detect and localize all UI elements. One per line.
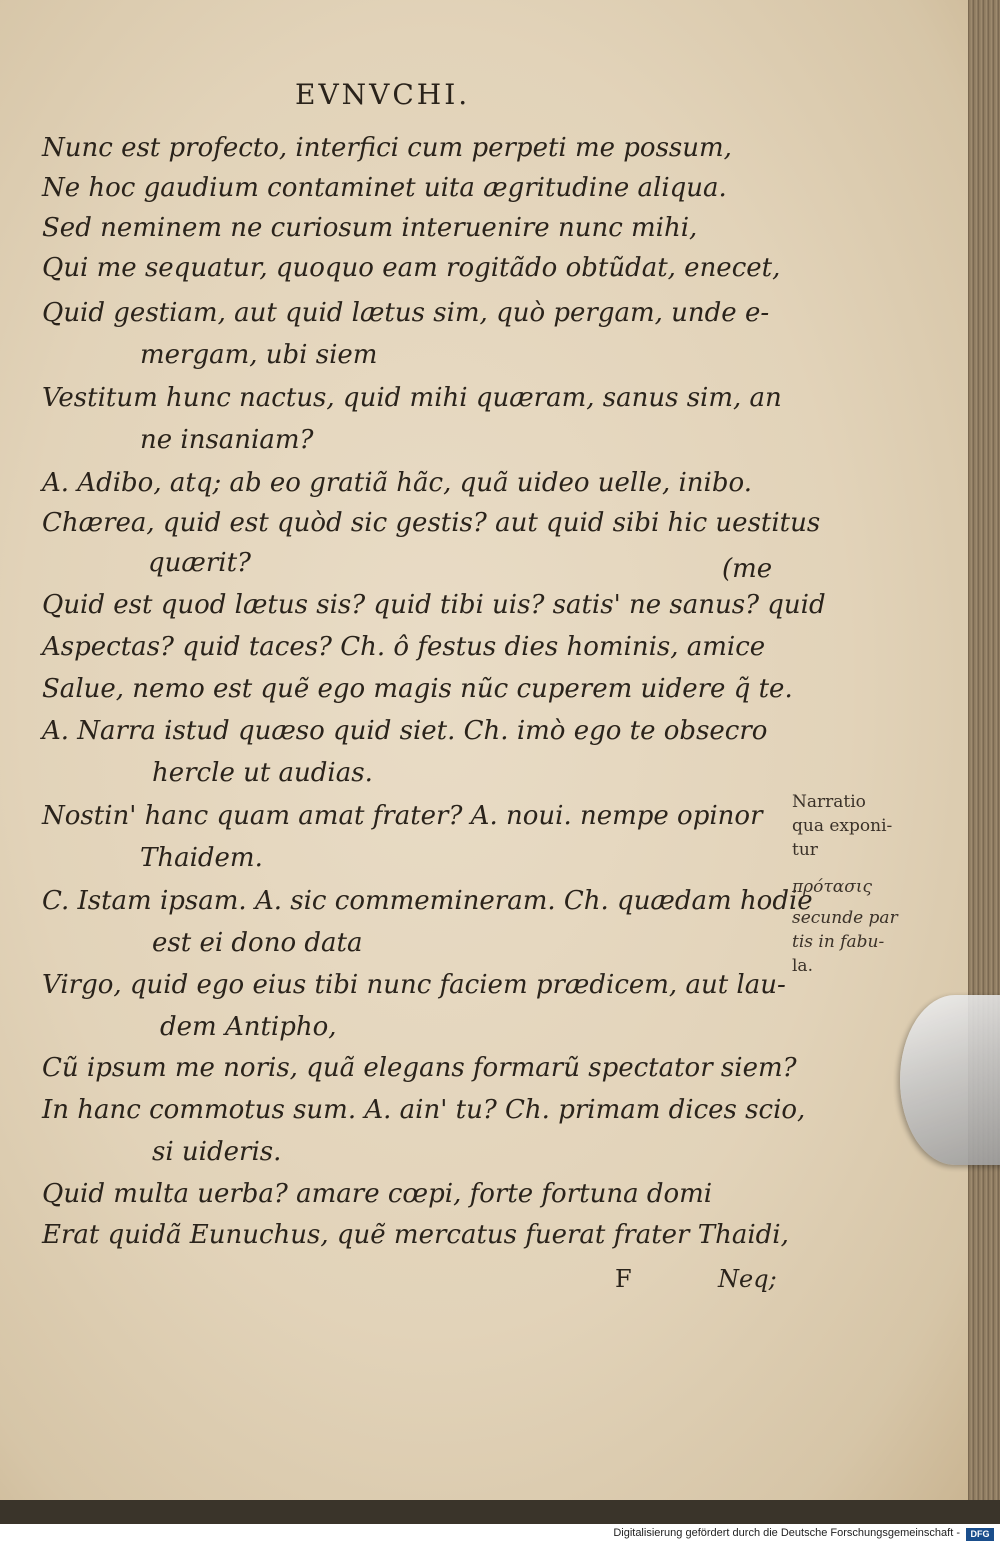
dfg-logo-icon: DFG [966, 1528, 994, 1541]
text-line: Quid gestiam, aut quid lætus sim, quò pergam, unde e- [42, 298, 770, 328]
margin-note-line: tur [792, 840, 818, 860]
text-line: Sed neminem ne curiosum interuenire nunc mihi, [42, 213, 698, 243]
text-line: Vestitum hunc nactus, quid mihi quæram, sanus sim, an [42, 383, 782, 413]
footer-credit: Digitalisierung gefördert durch die Deutsche Forschungsgemeinschaft - [613, 1527, 960, 1539]
text-line: Erat quidã Eunuchus, quẽ mercatus fuerat frater Thaidi, [42, 1220, 789, 1250]
book-bottom-edge [0, 1500, 1000, 1524]
text-line: hercle ut audias. [152, 758, 373, 788]
margin-note-line: secunde par [792, 908, 898, 928]
margin-note-line: Narratio [792, 792, 866, 812]
margin-note-line: qua exponi- [792, 816, 893, 836]
text-line: Nunc est profecto, interfici cum perpeti me possum, [42, 133, 732, 163]
margin-note-line: la. [792, 956, 813, 976]
catchword: Neq; [718, 1265, 777, 1293]
text-line-turnover: (me [722, 554, 773, 584]
text-line: Qui me sequatur, quoquo eam rogitãdo obtũdat, enecet, [42, 253, 781, 283]
text-line: ne insaniam? [140, 425, 314, 455]
text-line: Aspectas? quid taces? Ch. ô festus dies hominis, amice [42, 632, 766, 662]
footer-bar [0, 1524, 1000, 1546]
text-line: In hanc commotus sum. A. ain' tu? Ch. primam dices scio, [42, 1095, 806, 1125]
margin-note-line: tis in fabu- [792, 932, 885, 952]
page-clip [900, 995, 1000, 1165]
text-line: Salue, nemo est quẽ ego magis nũc cuperem uidere q̃ te. [42, 674, 793, 704]
text-line: si uideris. [152, 1137, 282, 1167]
margin-note-line: πρότασις [792, 877, 873, 897]
text-line: Virgo, quid ego eius tibi nunc faciem prædicem, aut lau- [42, 970, 786, 1000]
text-line: Nostin' hanc quam amat frater? A. noui. nempe opinor [42, 801, 763, 831]
text-line: est ei dono data [152, 928, 363, 958]
text-line: quærit? [148, 548, 251, 578]
signature-mark: F [615, 1265, 632, 1293]
text-line: Quid est quod lætus sis? quid tibi uis? satis' ne sanus? quid [42, 590, 826, 620]
text-line: Thaidem. [140, 843, 263, 873]
text-line: A. Adibo, atq; ab eo gratiã hãc, quã uideo uelle, inibo. [42, 468, 752, 498]
text-line: Chærea, quid est quòd sic gestis? aut quid sibi hic uestitus [42, 508, 821, 538]
running-header: EVNVCHI. [295, 78, 471, 111]
text-line: mergam, ubi siem [140, 340, 378, 370]
text-line: dem Antipho, [160, 1012, 337, 1042]
text-line: Ne hoc gaudium contaminet uita ægritudine aliqua. [42, 173, 727, 203]
text-line: Quid multa uerba? amare cœpi, forte fortuna domi [42, 1179, 713, 1209]
text-line: Cũ ipsum me noris, quã elegans formarũ spectator siem? [42, 1053, 797, 1083]
text-line: C. Istam ipsam. A. sic commemineram. Ch. quædam hodie [42, 886, 813, 916]
text-line: A. Narra istud quæso quid siet. Ch. imò ego te obsecro [42, 716, 768, 746]
